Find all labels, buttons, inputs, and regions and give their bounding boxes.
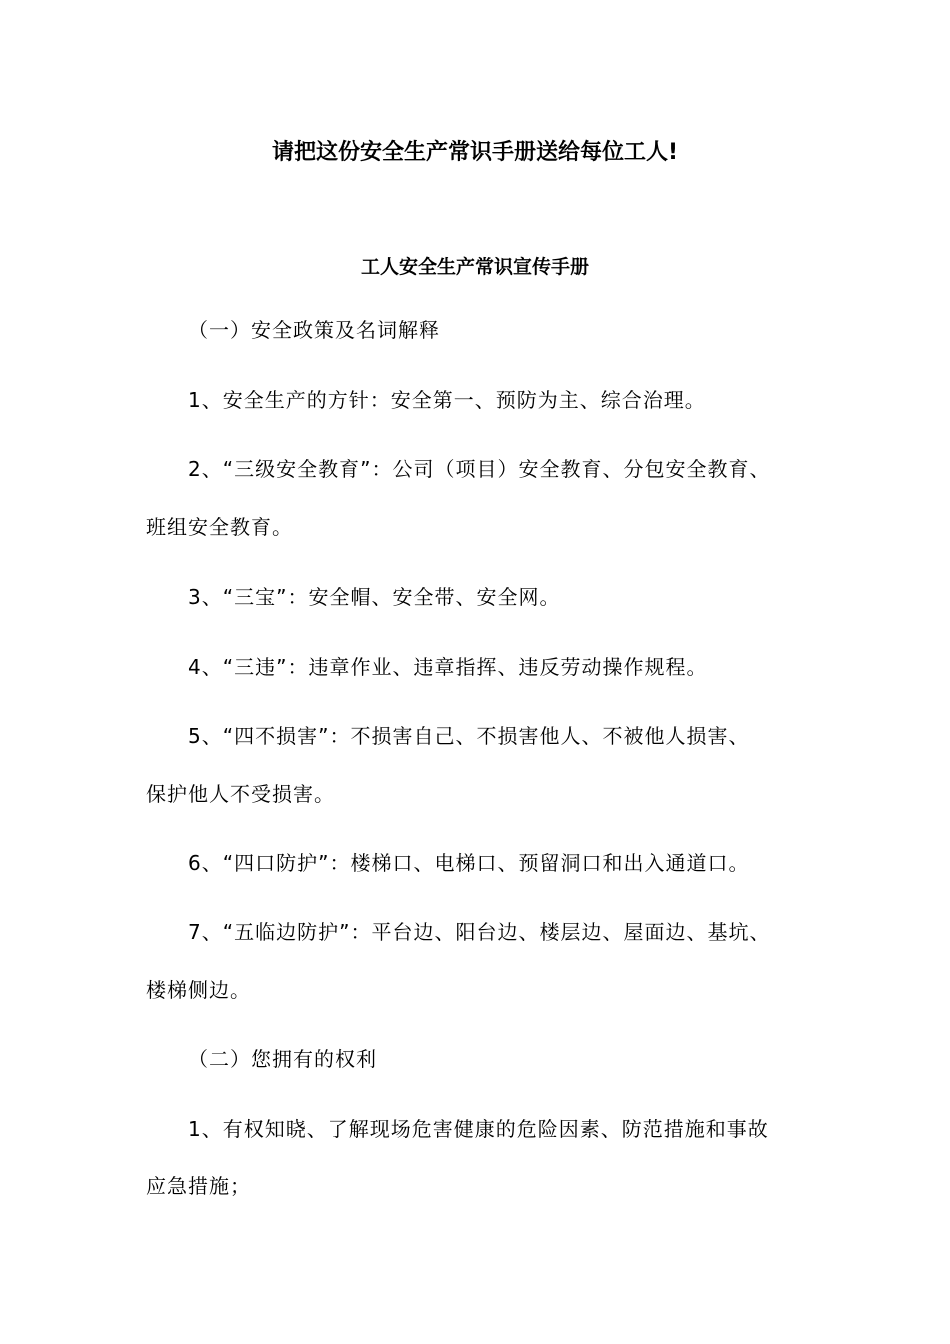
paragraph-line: 6、“四口防护”：楼梯口、电梯口、预留洞口和出入通道口。 bbox=[188, 851, 750, 875]
paragraph-line: 4、“三违”：违章作业、违章指挥、违反劳动操作规程。 bbox=[188, 655, 708, 679]
paragraph-line: 1、安全生产的方针：安全第一、预防为主、综合治理。 bbox=[188, 388, 706, 412]
paragraph-line: 应急措施； bbox=[146, 1174, 251, 1198]
paragraph-line: 班组安全教育。 bbox=[146, 515, 293, 539]
paragraph-line: 保护他人不受损害。 bbox=[146, 782, 335, 806]
document-title: 请把这份安全生产常识手册送给每位工人! bbox=[271, 140, 679, 165]
section-heading-policy: （一）安全政策及名词解释 bbox=[188, 318, 440, 342]
document-subtitle: 工人安全生产常识宣传手册 bbox=[360, 256, 589, 278]
paragraph-line: 7、“五临边防护”：平台边、阳台边、楼层边、屋面边、基坑、 bbox=[188, 920, 771, 944]
paragraph-line: 3、“三宝”：安全帽、安全带、安全网。 bbox=[188, 585, 561, 609]
paragraph-line: 2、“三级安全教育”：公司（项目）安全教育、分包安全教育、 bbox=[188, 457, 771, 481]
paragraph-line: 5、“四不损害”：不损害自己、不损害他人、不被他人损害、 bbox=[188, 724, 750, 748]
paragraph-line: 1、有权知晓、了解现场危害健康的危险因素、防范措施和事故 bbox=[188, 1117, 769, 1141]
paragraph-line: 楼梯侧边。 bbox=[146, 978, 251, 1002]
section-heading-rights: （二）您拥有的权利 bbox=[188, 1047, 377, 1071]
